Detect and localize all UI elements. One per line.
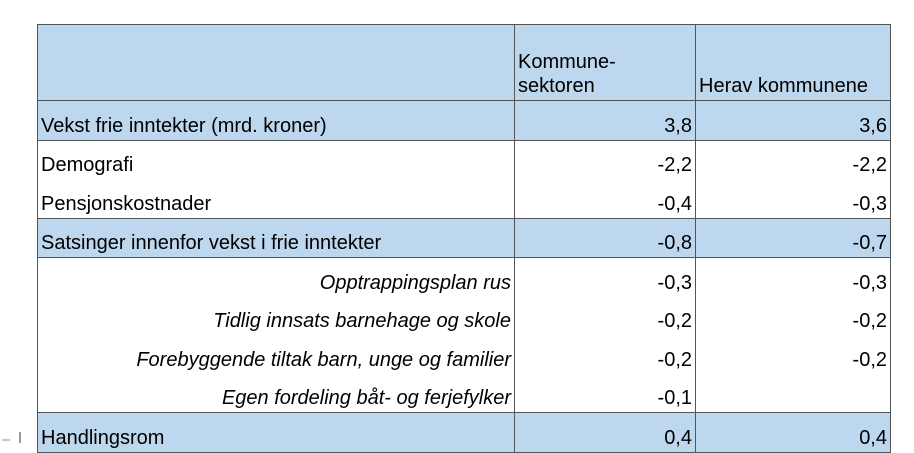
table-row [38,258,891,297]
row-sector-value: 0,4 [515,413,696,453]
row-sector-value: 3,8 [515,101,696,141]
row-label: Satsinger innenfor vekst i frie inntekter [38,218,515,258]
corner-mark-icon [0,432,22,443]
row-municipalities-value: 3,6 [696,101,891,141]
row-label: Vekst frie inntekter (mrd. kroner) [38,101,515,141]
row-label: Tidlig innsats barnehage og skole [38,297,515,336]
table-row [38,374,891,413]
table-row [38,140,891,179]
row-sector-value: -2,2 [515,140,696,179]
table-row [38,218,891,258]
row-label: Pensjonskostnader [38,179,515,218]
row-label: Forebyggende tiltak barn, unge og familier [38,335,515,374]
row-label: Opptrappingsplan rus [38,258,515,297]
row-sector-value: -0,3 [515,258,696,297]
row-municipalities-value: -0,7 [696,218,891,258]
table-header-row [38,25,891,101]
row-sector-value: -0,2 [515,335,696,374]
table-row [38,101,891,141]
header-sector-line2: sektoren [518,75,595,97]
budget-table [37,24,891,453]
row-sector-value: -0,2 [515,297,696,336]
row-municipalities-value: 0,4 [696,413,891,453]
row-sector-value: -0,1 [515,374,696,413]
row-label: Egen fordeling båt- og ferjefylker [38,374,515,413]
header-label-cell [38,25,515,101]
row-municipalities-value: -0,2 [696,335,891,374]
row-municipalities-value [696,374,891,413]
table-row [38,335,891,374]
row-municipalities-value: -0,3 [696,258,891,297]
header-municipalities: Herav kommunene [696,25,891,101]
row-municipalities-value: -2,2 [696,140,891,179]
row-municipalities-value: -0,3 [696,179,891,218]
row-municipalities-value: -0,2 [696,297,891,336]
table-row [38,179,891,218]
row-sector-value: -0,8 [515,218,696,258]
row-label: Handlingsrom [38,413,515,453]
row-label: Demografi [38,140,515,179]
table-row [38,413,891,453]
header-sector-line1: Kommune- [518,51,616,73]
header-sector [515,25,696,101]
row-sector-value: -0,4 [515,179,696,218]
table-row [38,297,891,336]
